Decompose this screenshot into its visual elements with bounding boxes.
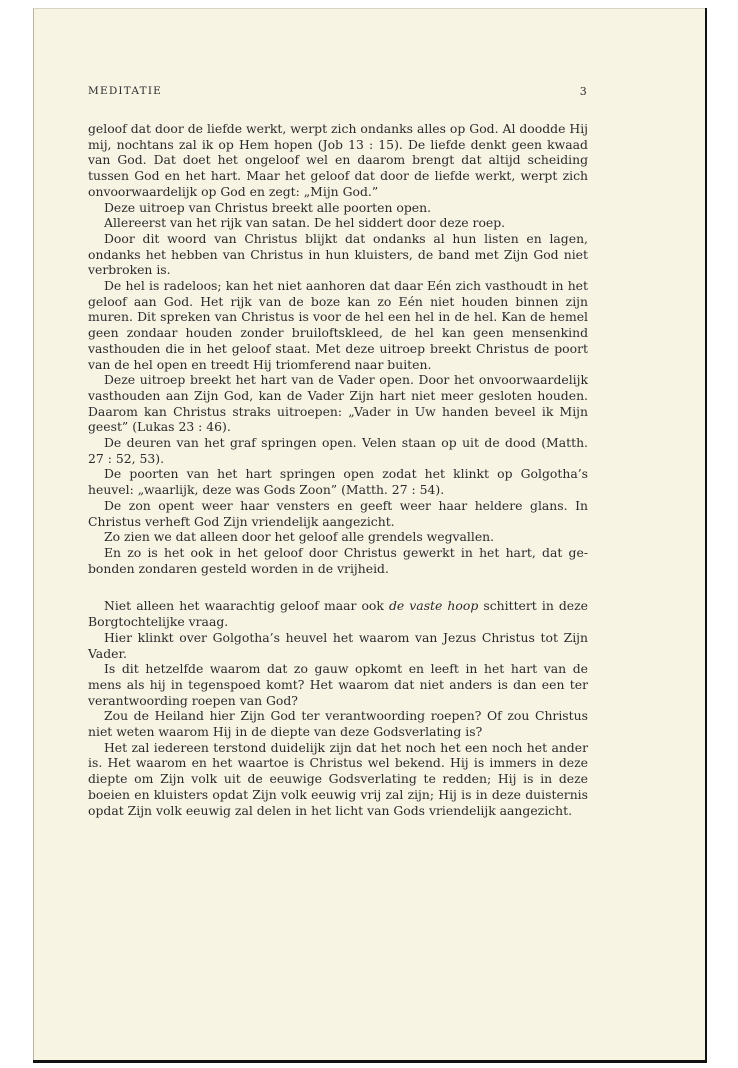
body-text: [88, 121, 588, 818]
paragraph: En zo is het ook in het geloof door Christus gewerkt in het hart, dat gebonden zondaren gesteld worden in de vrijheid.: [88, 544, 588, 576]
page-right-edge: [705, 8, 707, 1062]
emphasis-text: de vaste hoop: [388, 598, 479, 614]
paragraph: Deze uitroep breekt het hart van de Vader open. Door het onvoorwaardelijk vasthouden aan Zijn God, kan de Vader Zijn hart niet meer gesloten houden. Daarom kan Christus straks uitroepen: „Vader in Uw handen beveel ik Mijn geest” (Lukas 23 : 46).: [88, 372, 588, 435]
section-gap: [88, 576, 588, 598]
page-number: 3: [579, 85, 588, 98]
paragraph: Hier klinkt over Golgotha’s heuvel het waarom van Jezus Christus tot Zijn Vader.: [88, 629, 588, 661]
text-run: Niet alleen het waarachtig geloof maar ook: [104, 598, 389, 614]
paragraph: De deuren van het graf springen open. Velen staan op uit de dood (Matth. 27 : 52, 53).: [88, 435, 588, 466]
paragraph: Zou de Heiland hier Zijn God ter verantwoording roepen? Of zou Christus niet weten waarom Hij in de diepte van deze Godsverlating is?: [88, 708, 588, 740]
paragraph: Is dit hetzelfde waarom dat zo gauw opkomt en leeft in het hart van de mens als hij in tegenspoed komt? Het waarom dat niet anders is dan een ter verantwoording roepen van God?: [88, 661, 588, 708]
paragraph: Door dit woord van Christus blijkt dat ondanks al hun listen en lagen, ondanks het hebben van Christus in hun kluisters, de band met Zijn God niet verbroken is.: [88, 230, 588, 278]
paragraph: geloof dat door de liefde werkt, werpt zich ondanks alles op God. Al doodde Hij mij, nochtans zal ik op Hem hopen (Job 13 : 15). De liefde denkt geen kwaad van God. Dat doet het ongeloof wel en daarom brengt dat altijd scheiding tussen God en het hart. Maar het geloof dat door de liefde werkt, werpt zich onvoorwaardelijk op God en zegt: „Mijn God.”: [88, 121, 588, 199]
paragraph-with-emphasis: [88, 598, 588, 629]
paragraph: De hel is radeloos; kan het niet aanhoren dat daar Eén zich vasthoudt in het geloof aan God. Het rijk van de boze kan zo Eén niet houden binnen zijn muren. Dit spreken van Christus is voor de hel een hel in de hel. Kan de hemel geen zondaar houden zonder bruiloftskleed, de hel kan geen mensenkind vasthouden die in het geloof staat. Met deze uitroep breekt Christus de poort van de hel open en treedt Hij triomferend naar buiten.: [88, 278, 588, 372]
page-bottom-edge: [33, 1060, 707, 1063]
text-run: schittert in deze Borgtochtelijke vraag.: [88, 598, 589, 630]
paragraph: De poorten van het hart springen open zodat het klinkt op Golgotha’s heuvel: „waarlijk, deze was Gods Zoon” (Matth. 27 : 54).: [88, 466, 588, 498]
paragraph: Zo zien we dat alleen door het geloof alle grendels wegvallen.: [104, 529, 495, 545]
page-content: [88, 85, 588, 818]
paragraph: Deze uitroep van Christus breekt alle poorten open.: [104, 199, 432, 215]
paragraph: Allereerst van het rijk van satan. De hel siddert door deze roep.: [104, 215, 506, 231]
running-head-title: MEDITATIE: [88, 85, 163, 97]
running-head: [88, 85, 588, 103]
paragraph: Het zal iedereen terstond duidelijk zijn dat het noch het een noch het ander is. Het waarom en het waartoe is Christus wel bekend. Hij is immers in deze diepte om Zijn volk uit de eeuwige Godsverlating te redden; Hij is in deze boeien en kluisters opdat Zijn volk eeuwig vrij zal zijn; Hij is in deze duisternis opdat Zijn volk eeuwig zal delen in het licht van Gods vriendelijk aangezicht.: [88, 739, 588, 818]
paragraph: De zon opent weer haar vensters en geeft weer haar heldere glans. In Christus verheft God Zijn vriendelijk aangezicht.: [88, 497, 588, 529]
